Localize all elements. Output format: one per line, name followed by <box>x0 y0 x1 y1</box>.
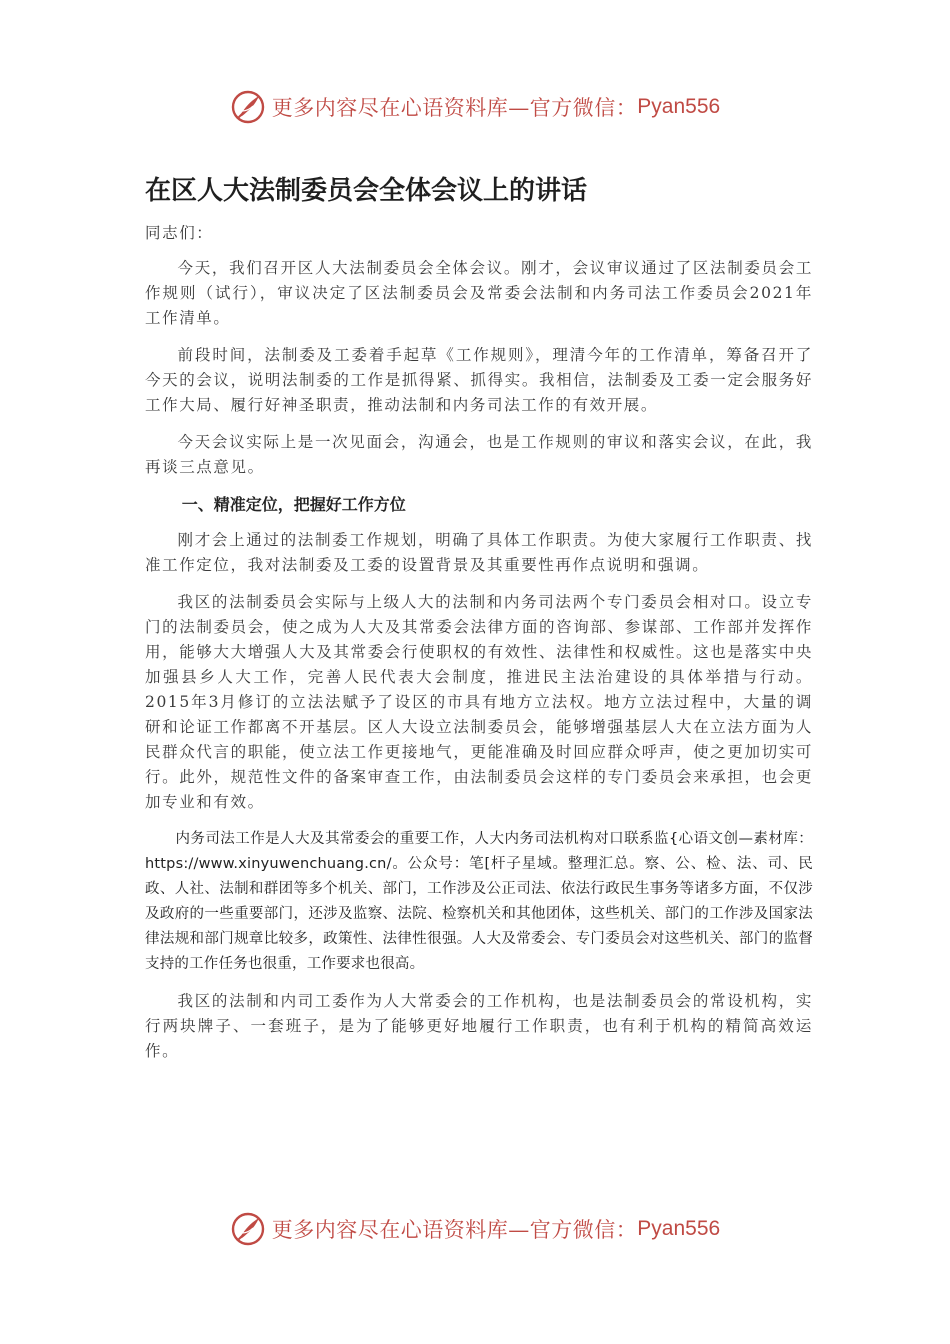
paragraph: 刚才会上通过的法制委工作规划，明确了具体工作职责。为使大家履行工作职责、找准工作定位，我对法制委及工委的设置背景及其重要性再作点说明和强调。 <box>145 531 813 574</box>
paragraph: 今天，我们召开区人大法制委员会全体会议。刚才，会议审议通过了区法制委员会工作规则（试行），审议决定了区法制委员会及常委会法制和内务司法工作委员会2021年工作清单。 <box>145 259 813 327</box>
salutation: 同志们： <box>145 224 214 242</box>
section-heading: 一、精准定位，把握好工作方位 <box>181 495 406 514</box>
quill-logo-icon <box>230 1211 266 1247</box>
quill-logo-icon <box>230 89 266 125</box>
paragraph: 前段时间，法制委及工委着手起草《工作规则》，理清今年的工作清单，筹备召开了今天的会议，说明法制委的工作是抓得紧、抓得实。我相信，法制委及工委一定会服务好工作大局、履行好神圣职责，推动法制和内务司法工作的有效开展。 <box>145 346 813 414</box>
paragraph: 内务司法工作是人大及其常委会的重要工作，人大内务司法机构对口联系监{心语文创—素材库：https://www.xinyuwenchuang.cn/。公众号：笔[杆子星域。整理汇总。察、公、检、法、司、民政、人社、法制和群团等多个机关、部门，工作涉及公正司法、依法行政民生事务等诸多方面，不仅涉及政府的一些重要部门，还涉及监察、法院、检察机关和其他团体，这些机关、部门的工作涉及国家法律法规和部门规章比较多，政策性、法律性很强。人大及常委会、专门委员会对这些机关、部门的监督支持的工作任务也很重，工作要求也很高。 <box>145 831 813 972</box>
banner-wechat-id: Pyan556 <box>637 95 721 118</box>
banner-text: 更多内容尽在心语资料库—官方微信： <box>271 96 638 120</box>
document-body <box>145 170 813 1076</box>
document-title: 在区人大法制委员会全体会议上的讲话 <box>145 176 588 206</box>
paragraph: 今天会议实际上是一次见面会，沟通会，也是工作规则的审议和落实会议，在此，我再谈三点意见。 <box>145 433 813 476</box>
paragraph: 我区的法制和内司工委作为人大常委会的工作机构，也是法制委员会的常设机构，实行两块牌子、一套班子，是为了能够更好地履行工作职责，也有利于机构的精简高效运作。 <box>145 992 813 1060</box>
footer-banner <box>0 1204 950 1254</box>
paragraph: 我区的法制委员会实际与上级人大的法制和内务司法两个专门委员会相对口。设立专门的法制委员会，使之成为人大及其常委会法律方面的咨询部、参谋部、工作部并发挥作用，能够大大增强人大及其常委会行使职权的有效性、法律性和权威性。这也是落实中央加强县乡人大工作，完善人民代表大会制度，推进民主法治建设的具体举措与行动。2015年3月修订的立法法赋予了设区的市具有地方立法权。地方立法过程中，大量的调研和论证工作都离不开基层。区人大设立法制委员会，能够增强基层人大在立法方面为人民群众代言的职能，使立法工作更接地气，更能准确及时回应群众呼声，使之更加切实可行。此外，规范性文件的备案审查工作，由法制委员会这样的专门委员会来承担，也会更加专业和有效。 <box>145 593 813 811</box>
banner-wechat-id: Pyan556 <box>637 1217 721 1240</box>
header-banner <box>0 82 950 132</box>
banner-text: 更多内容尽在心语资料库—官方微信： <box>271 1218 638 1242</box>
